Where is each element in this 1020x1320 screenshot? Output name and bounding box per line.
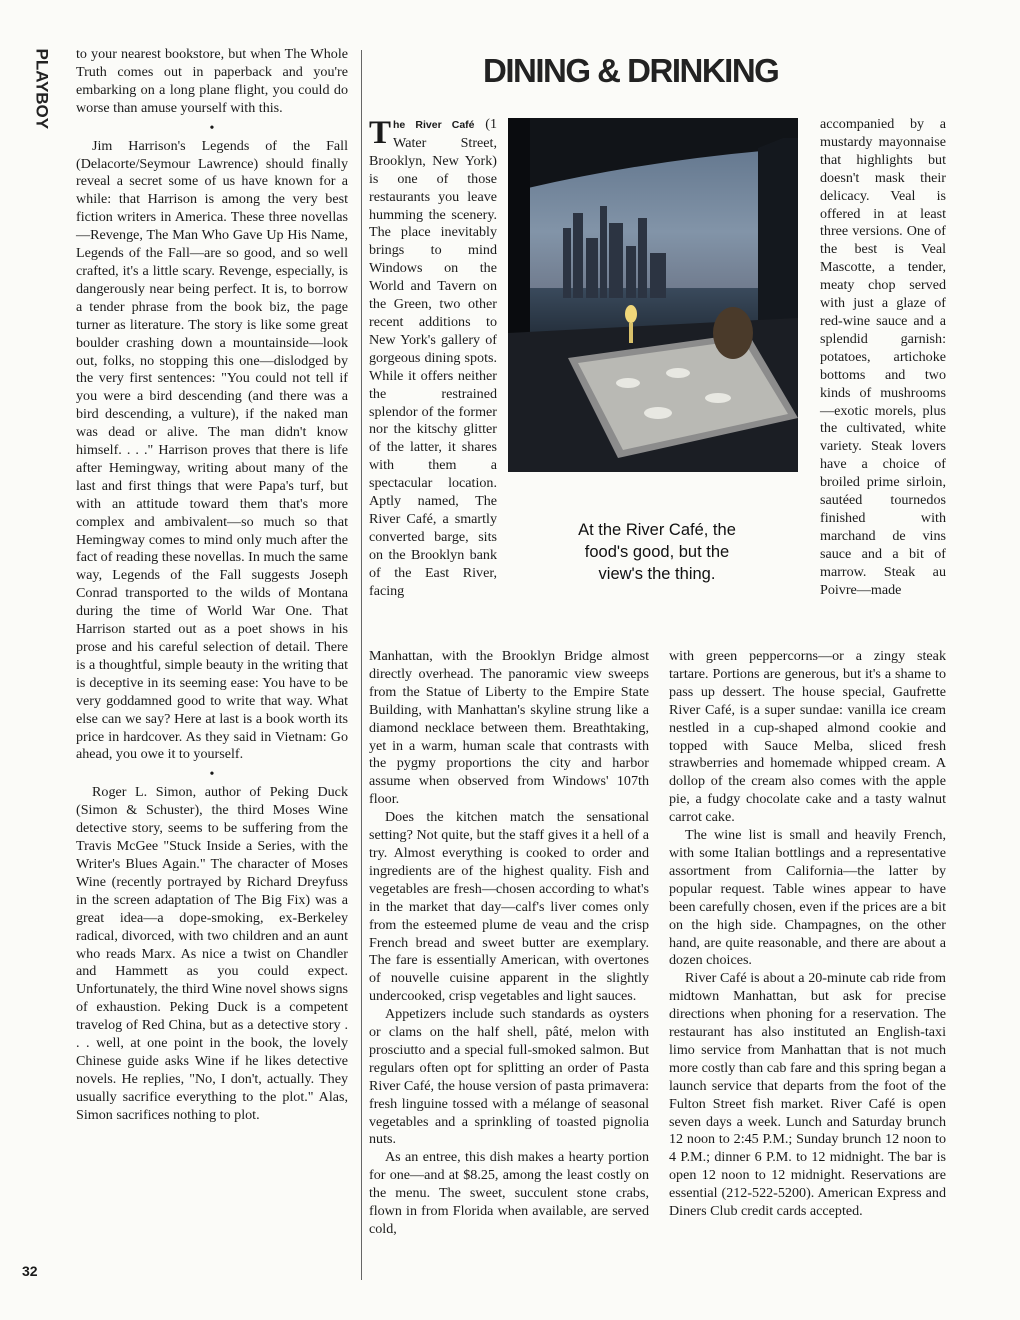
brooklyn-bridge-image (508, 118, 798, 472)
magazine-name: PLAYBOY (32, 48, 52, 130)
section-separator: • (209, 120, 215, 136)
intro-text: (1 Water Street, Brooklyn, New York) is one of those restaurants you leave humming the scenery. The place inevitably brings to mind Windows on the World and Tavern on the Green, two other recent additions to New York's gallery of gorgeous dining spots. While it offers neither the restrained splendor of the former nor the kitschy glitter of the latter, it shares with them a spectacular location. Aptly named, The River Café, a smartly converted barge, sits on the Brooklyn bank of the East River, facing (369, 116, 497, 599)
article-paragraph: accompanied by a mustardy mayonnaise that highlights but doesn't mask their delicacy. Veal is offered in at least three versions. One of the best is Veal Mascotte, a tender, meaty chop served with just a glaze of red-wine sauce and a splendid garnish: potatoes, artichoke bottoms and two kinds of mushrooms—exotic morels, plus the cultivated, white variety. Steak lovers have a choice of broiled prime sirloin, sautéed tournedos finished with marchand de vins sauce and a bit of marrow. Steak au Poivre—made (820, 116, 946, 598)
photo-caption: At the River Café, the food's good, but the view's the thing. (578, 521, 736, 583)
page-number: 32 (22, 1263, 38, 1279)
article-column-top-right (820, 116, 946, 599)
review-paragraph: to your nearest bookstore, but when The Whole Truth comes out in paperback and you're embarking on a long plane flight, you could do worse than amuse yourself with this. (76, 46, 348, 116)
article-column-bottom-right (669, 648, 946, 1221)
article-paragraph: River Café is about a 20-minute cab ride from midtown Manhattan, but ask for precise directions when phoning for a reservation. The restaurant has also instituted an English-taxi limo service from Manhattan that is not much more costly than cab fare and this spring began a launch service that departs from the foot of the Fulton Street fish market. River Café is open seven days a week. Lunch and Saturday brunch 12 noon to 2:45 P.M.; Sunday brunch 12 noon to 4 P.M.; dinner 6 P.M. to 12 midnight. The bar is open 12 noon to 12 midnight. Reservations are essential (212-522-5200). American Express and Diners Club credit cards accepted. (669, 970, 946, 1220)
review-paragraph: Roger L. Simon, author of Peking Duck (Simon & Schuster), the third Moses Wine detective story, seems to be suffering from the Travis McGee "Stuck Inside a Series, with the Writer's Blues Again." The character of Moses Wine (recently portrayed by Richard Dreyfuss in the screen adaptation of The Big Fix) was a great idea—a dope-smoking, ex-Berkeley radical, divorced, with two children and an aunt who reads Marx. As nice a twist on Chandler and Hammett as you could expect. Unfortunately, the third Wine novel shows signs of exhaustion. Peking Duck is a competent travelog of Red China, but as a detective story . . . well, at one point in the book, the lovely Chinese guide asks Wine if he likes detective novels. He replies, "No, I don't, actually. They usually sacrifice everything to the plot." Alas, Simon sacrifices nothing to plot. (76, 784, 348, 1123)
magazine-name-vertical (30, 48, 54, 130)
river-cafe-photo (508, 118, 798, 472)
drop-cap: T (369, 115, 392, 151)
book-review-column (76, 46, 348, 1125)
article-paragraph: with green peppercorns—or a zingy steak tartare. Portions are generous, but it's a shame to pass up dessert. The house special, Gaufrette River Café, is a super sundae: vanilla ice cream nestled in a cup-shaped almond cookie and topped with Sauce Melba, sliced fresh strawberries and homemade whipped cream. A dollop of the cream also comes with the apple pie, a fudgy chocolate cake and a tasty walnut carrot cake. (669, 648, 946, 826)
lead-in: he River Café (393, 119, 475, 131)
article-paragraph: Appetizers include such standards as oysters or clams on the half shell, pâté, melon with prosciutto and a special full-smoked salmon. But regulars often opt for splitting an order of Pasta River Café, the house version of pasta primavera: fresh linguine tossed with a mélange of seasonal vegetables and a sprinkling of toasted pignolia nuts. (369, 1006, 649, 1148)
review-paragraph: Jim Harrison's Legends of the Fall (Delacorte/Seymour Lawrence) should finally reveal a secret some of us have known for a while: that Harrison is among the very best fiction writers in America. These three novellas—Revenge, The Man Who Gave Up His Name, Legends of the Fall—are so good, and so well crafted, it's a little scary. Revenge, especially, is dangerously near being perfect. It is, to borrow a tender phrase from the book biz, the page turner as literature. The story is like some great boulder crashing down a mountainside—look out, folks, no stopping this one—dislodged by the very first sentences: "You could not tell if you were a bird descending (and there was a bird descending, a vulture), if the naked man was dead or alive. The man didn't know himself. . . ." Harrison proves that there is life after Hemingway, writing about many of the last and first things that were Papa's turf, but with an attitude toward them that's more complex and ambivalent—so much so that Hemingway comes to mind only much after the fact of reading these novellas. In much the same way, Legends of the Fall suggests Joseph Conrad transported to the wilds of Montana during the time of World War One. That Harrison started out as a poet shows in his prose and his careful selection of detail. There is a thoughtful, simple beauty in the writing that is deceptive in its seeming ease: You have to be very goddamned good to write that way. What else can we say? Here at last is a book worth its price in hardcover. As they said in Vietnam: Go ahead, you owe it to yourself. (76, 137, 348, 763)
section-separator: • (209, 767, 215, 783)
article-column-top-left (369, 116, 497, 600)
column-divider (361, 50, 362, 1280)
article-paragraph: Does the kitchen match the sensational setting? Not quite, but the staff gives it a hell of a try. Almost everything is cooked to order and ingredients are of the highest quality. Fish and vegetables are fresh—chosen according to what's in the market that day—calf's liver comes only from the esteemed plume de veau and the crisp French bread and sweet butter are exemplary. The fare is essentially American, with overtones of nouvelle cuisine apparent in the slightly undercooked, crisp vegetables and light sauces. (369, 809, 649, 1005)
section-headline: DINING & DRINKING (483, 52, 779, 89)
article-column-bottom-left (369, 648, 649, 1239)
article-paragraph: The wine list is small and heavily French, with some Italian bottlings and a representative assortment from California—the latter by popular request. Table wines appear to have been carefully chosen, even if the prices are a bit on the high side. Champagnes, on the other hand, are quite reasonable, and there are about a dozen choices. (669, 827, 946, 969)
article-paragraph: Manhattan, with the Brooklyn Bridge almost directly overhead. The panoramic view sweeps from the Statue of Liberty to the Empire State Building, with Manhattan's skyline strung like a diamond necklace between them. Breathtaking, yet in a warm, human scale that contrasts with the pygmy proportions the city and harbor assume when observed from Windows' 107th floor. (369, 648, 649, 808)
article-paragraph: As an entree, this dish makes a hearty portion for one—and at $8.25, among the least costly on the menu. The sweet, succulent stone crabs, flown in from Florida when available, are served cold, (369, 1149, 649, 1237)
article-intro (369, 116, 497, 600)
